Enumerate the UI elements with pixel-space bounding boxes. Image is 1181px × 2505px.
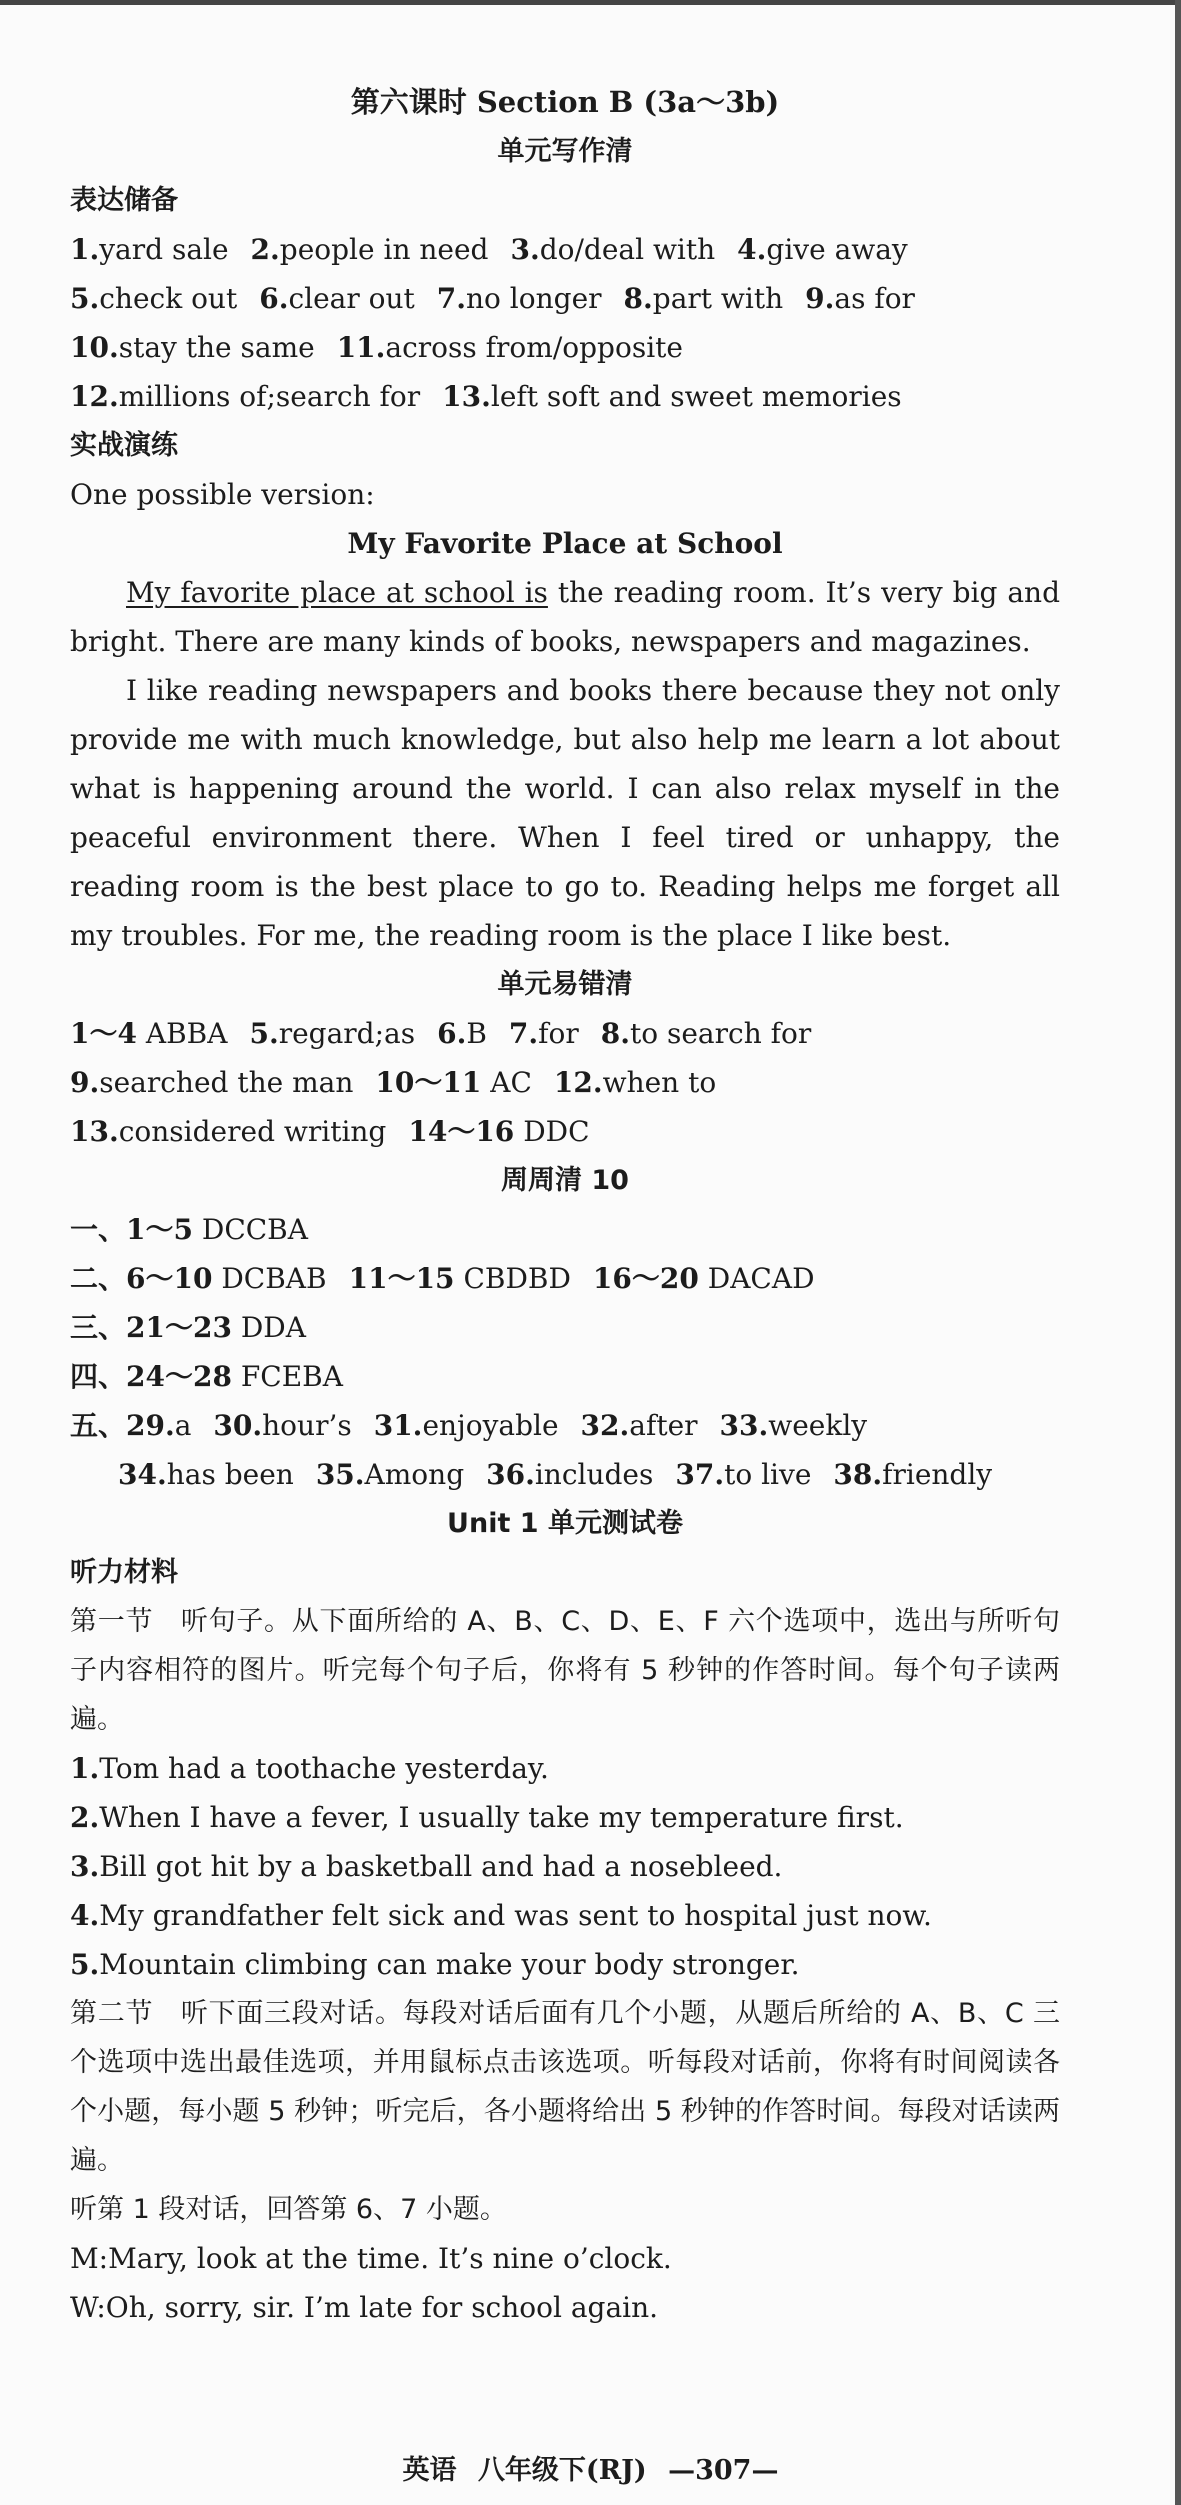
listening-sentence — [70, 1940, 1060, 1989]
item-number: 38. — [833, 1458, 883, 1491]
essay-title: My Favorite Place at School — [347, 527, 783, 560]
item-number: 7. — [436, 282, 467, 315]
item-number: 12. — [70, 380, 119, 413]
sentence-text: Mountain climbing can make your body stronger. — [99, 1948, 800, 1981]
item-number: 2. — [250, 233, 280, 266]
part1-instructions: 第一节 听句子。从下面所给的 A、B、C、D、E、F 六个选项中，选出与所听句子内容相符的图片。听完每个句子后，你将有 5 秒钟的作答时间。每个句子读两遍。 — [70, 1606, 1060, 1735]
dialog-line: M:Mary, look at the time. It’s nine o’clock. — [70, 2242, 672, 2275]
item-answer: across from/opposite — [385, 331, 683, 364]
item-number: 五、29. — [70, 1409, 175, 1442]
page-number: —307— — [668, 2455, 779, 2486]
item-answer: hour’s — [262, 1409, 352, 1442]
essay-paragraph-1 — [70, 568, 1060, 666]
item-answer: as for — [834, 282, 915, 315]
expression-row — [70, 323, 1060, 372]
item-answer: clear out — [288, 282, 415, 315]
answer-page — [70, 78, 1060, 2332]
item-answer: DDA — [231, 1311, 306, 1344]
item-number: 一、1～5 — [70, 1213, 193, 1246]
item-number: 4. — [737, 233, 767, 266]
item-answer: ABBA — [136, 1017, 228, 1050]
item-answer: a — [174, 1409, 192, 1442]
weekly-heading: 周周清 10 — [501, 1165, 629, 1196]
item-answer: when to — [602, 1066, 717, 1099]
item-answer: yard sale — [99, 233, 229, 266]
item-answer: enjoyable — [422, 1409, 559, 1442]
essay-paragraph-2: I like reading newspapers and books there because they not only provide me with much knowledge, but also help me learn a lot about what is happening around the world. I can also relax myself in the peaceful environment there. When I feel tired or unhappy, the reading room is the best place to go to. Reading helps me forget all my troubles. For me, the reading room is the place I like best. — [70, 674, 1060, 952]
underlined-topic-sentence: My favorite place at school is — [126, 576, 548, 609]
item-answer: give away — [766, 233, 908, 266]
expression-row — [70, 372, 1060, 421]
mistakes-answers — [70, 1009, 1060, 1156]
top-border — [0, 0, 1181, 5]
section-heading-writing: 单元写作清 — [497, 136, 633, 167]
item-number: 35. — [315, 1458, 365, 1491]
listening-sentence — [70, 1793, 1060, 1842]
item-answer: millions of;search for — [118, 380, 421, 413]
expression-row — [70, 225, 1060, 274]
item-number: 8. — [623, 282, 653, 315]
mistake-row — [70, 1009, 1060, 1058]
item-number: 34. — [118, 1458, 167, 1491]
item-answer: for — [538, 1017, 579, 1050]
item-number: 四、24～28 — [70, 1360, 232, 1393]
item-number: 12. — [553, 1066, 603, 1099]
item-answer: considered writing — [118, 1115, 387, 1148]
dialog-line: W:Oh, sorry, sir. I’m late for school again. — [70, 2291, 659, 2324]
weekly-row — [70, 1401, 1060, 1450]
item-number: 6. — [259, 282, 289, 315]
listening-heading: 听力材料 — [70, 1557, 178, 1588]
weekly-row — [70, 1450, 1060, 1499]
right-edge-rule — [1175, 0, 1181, 2505]
item-answer: DACAD — [698, 1262, 815, 1295]
weekly-row — [70, 1303, 1060, 1352]
sentence-text: Tom had a toothache yesterday. — [99, 1752, 549, 1785]
sentence-text: My grandfather felt sick and was sent to hospital just now. — [99, 1899, 932, 1932]
sentence-number: 3. — [70, 1850, 100, 1883]
item-number: 14～16 — [408, 1115, 515, 1148]
item-number: 9. — [805, 282, 835, 315]
item-number: 31. — [373, 1409, 423, 1442]
item-answer: DCCBA — [192, 1213, 308, 1246]
item-number: 32. — [580, 1409, 630, 1442]
item-number: 11～15 — [348, 1262, 455, 1295]
item-number: 13. — [70, 1115, 119, 1148]
item-answer: searched the man — [99, 1066, 354, 1099]
version-intro: One possible version: — [70, 478, 375, 511]
weekly-row — [70, 1205, 1060, 1254]
weekly-row — [70, 1254, 1060, 1303]
item-answer: no longer — [466, 282, 602, 315]
item-number: 9. — [70, 1066, 100, 1099]
expression-row — [70, 274, 1060, 323]
item-answer: DDC — [514, 1115, 590, 1148]
mistakes-heading: 单元易错清 — [497, 969, 633, 1000]
practice-heading: 实战演练 — [70, 430, 178, 461]
sentence-text: Bill got hit by a basketball and had a nosebleed. — [99, 1850, 783, 1883]
item-answer: people in need — [279, 233, 489, 266]
item-answer: stay the same — [118, 331, 315, 364]
dialog1-intro: 听第 1 段对话，回答第 6、7 小题。 — [70, 2194, 507, 2225]
item-answer: FCEBA — [231, 1360, 343, 1393]
part2-instructions: 第二节 听下面三段对话。每段对话后面有几个小题，从题后所给的 A、B、C 三个选项中选出最佳选项，并用鼠标点击该选项。听每段对话前，你将有时间阅读各个小题，每小题 5 秒钟；听完后，各小题将给出 5 秒钟的作答时间。每段对话读两遍。 — [70, 1998, 1060, 2176]
item-number: 1～4 — [70, 1017, 137, 1050]
item-answer: to live — [724, 1458, 812, 1491]
item-answer: AC — [481, 1066, 532, 1099]
item-number: 3. — [510, 233, 540, 266]
item-number: 1. — [70, 233, 100, 266]
item-number: 5. — [70, 282, 100, 315]
item-number: 二、6～10 — [70, 1262, 213, 1295]
footer-subject: 英语 — [402, 2455, 457, 2486]
item-answer: weekly — [768, 1409, 868, 1442]
item-answer: CBDBD — [454, 1262, 571, 1295]
footer-grade: 八年级下(RJ) — [477, 2455, 647, 2486]
weekly-row — [70, 1352, 1060, 1401]
item-answer: to search for — [629, 1017, 812, 1050]
item-number: 三、21～23 — [70, 1311, 232, 1344]
sentence-number: 5. — [70, 1948, 100, 1981]
item-answer: friendly — [882, 1458, 993, 1491]
listening-sentences — [70, 1744, 1060, 1989]
sentence-text: When I have a fever, I usually take my temperature first. — [99, 1801, 904, 1834]
item-answer: has been — [166, 1458, 294, 1491]
item-number: 30. — [213, 1409, 263, 1442]
lesson-title: 第六课时 Section B (3a～3b) — [350, 85, 780, 119]
item-number: 10. — [70, 331, 119, 364]
item-number: 8. — [600, 1017, 630, 1050]
item-answer: check out — [99, 282, 238, 315]
item-number: 5. — [249, 1017, 279, 1050]
item-answer: DCBAB — [212, 1262, 327, 1295]
sentence-number: 1. — [70, 1752, 100, 1785]
paragraph-1-rest: the reading room. It’s very big and bright. There are many kinds of books, newspapers and magazines. — [70, 576, 1060, 658]
item-answer: do/deal with — [539, 233, 716, 266]
mistake-row — [70, 1058, 1060, 1107]
sentence-number: 4. — [70, 1899, 100, 1932]
item-number: 33. — [719, 1409, 769, 1442]
sentence-number: 2. — [70, 1801, 100, 1834]
listening-sentence — [70, 1744, 1060, 1793]
item-number: 37. — [675, 1458, 725, 1491]
mistake-row — [70, 1107, 1060, 1156]
item-answer: Among — [364, 1458, 465, 1491]
item-number: 13. — [442, 380, 491, 413]
item-answer: B — [466, 1017, 487, 1050]
item-answer: regard;as — [278, 1017, 416, 1050]
item-answer: left soft and sweet memories — [490, 380, 902, 413]
item-number: 6. — [437, 1017, 467, 1050]
item-number: 11. — [336, 331, 386, 364]
item-answer: part with — [652, 282, 784, 315]
item-number: 7. — [508, 1017, 539, 1050]
expression-heading: 表达储备 — [70, 185, 178, 216]
unit-test-heading: Unit 1 单元测试卷 — [447, 1508, 683, 1539]
item-number: 36. — [486, 1458, 535, 1491]
item-answer: after — [629, 1409, 698, 1442]
expression-answers — [70, 225, 1060, 421]
listening-sentence — [70, 1891, 1060, 1940]
item-number: 10～11 — [375, 1066, 482, 1099]
listening-sentence — [70, 1842, 1060, 1891]
page-footer — [0, 2448, 1181, 2487]
item-number: 16～20 — [592, 1262, 699, 1295]
weekly-answers — [70, 1205, 1060, 1499]
item-answer: includes — [534, 1458, 654, 1491]
